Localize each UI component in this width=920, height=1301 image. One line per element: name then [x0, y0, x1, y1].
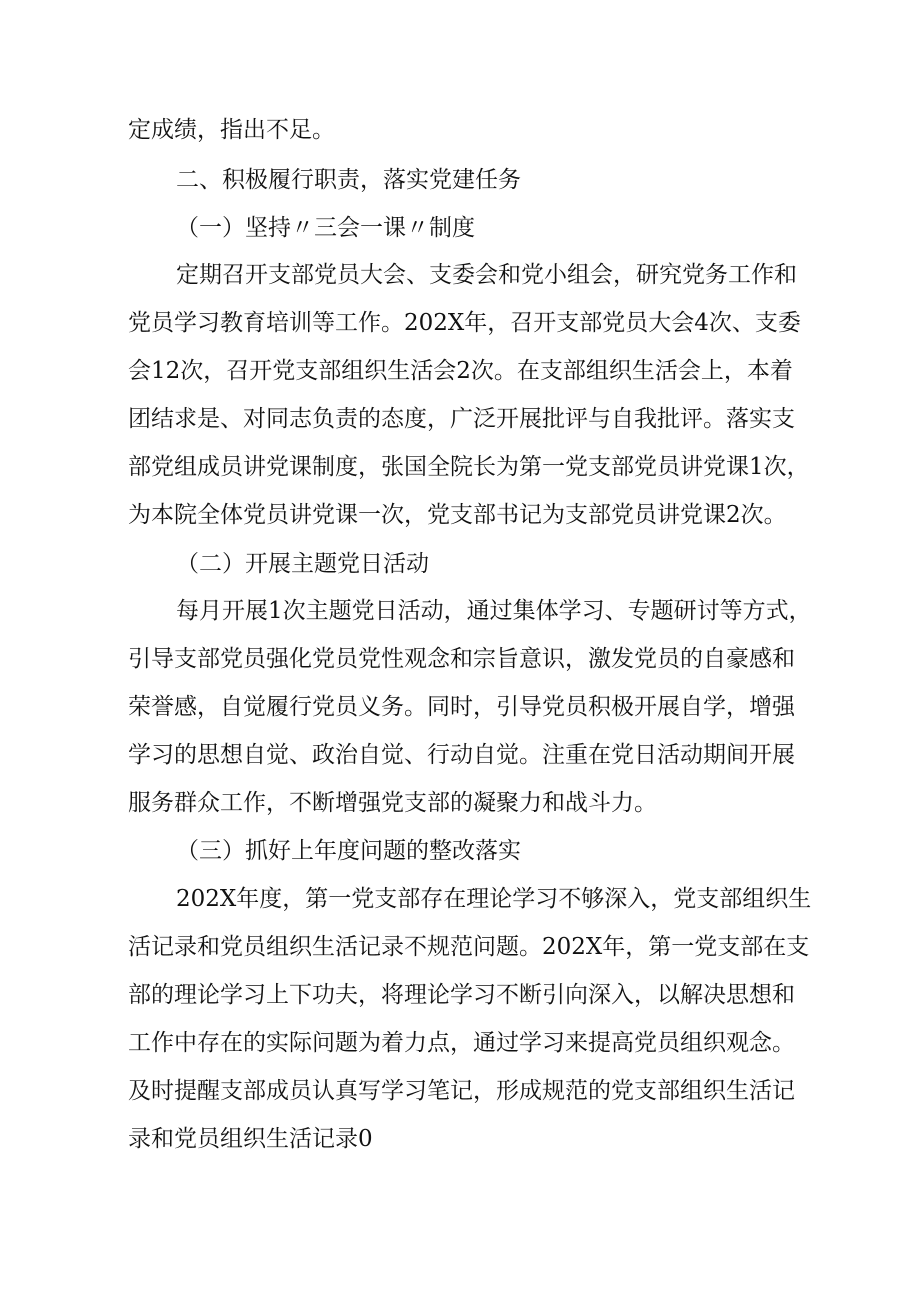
subsection-heading: （二）开展主题党日活动: [176, 551, 429, 577]
text-line: 会12次，召开党支部组织生活会2次。在支部组织生活会上，本着: [128, 358, 793, 384]
text-line: 定成绩，指出不足。: [128, 117, 335, 143]
text-line: 部党组成员讲党课制度，张国全院长为第一党支部党员讲党课1次，: [128, 454, 810, 480]
text-line: 党员学习教育培训等工作。202X年，召开支部党员大会4次、支委: [128, 310, 801, 336]
text-line: 及时提醒支部成员认真写学习笔记，形成规范的党支部组织生活记: [128, 1078, 795, 1104]
text-line: 录和党员组织生活记录0: [128, 1126, 373, 1152]
text-line: 活记录和党员组织生活记录不规范问题。202X年，第一党支部在支: [128, 934, 810, 960]
text-line: 为本院全体党员讲党课一次，党支部书记为支部党员讲党课2次。: [128, 502, 787, 528]
text-line: 工作中存在的实际问题为着力点，通过学习来提高党员组织观念。: [128, 1030, 795, 1056]
text-line: 202X年度，第一党支部存在理论学习不够深入，党支部组织生: [176, 886, 812, 912]
text-line: 服务群众工作，不断增强党支部的凝聚力和战斗力。: [128, 790, 657, 816]
subsection-heading: （一）坚持〃三会一课〃制度: [176, 215, 475, 241]
text-line: 每月开展1次主题党日活动，通过集体学习、专题研讨等方式，: [176, 598, 812, 624]
subsection-heading: （三）抓好上年度问题的整改落实: [176, 838, 521, 864]
section-heading: 二、积极履行职责，落实党建任务: [176, 167, 521, 193]
text-line: 荣誉感，自觉履行党员义务。同时，引导党员积极开展自学，增强: [128, 694, 795, 720]
text-line: 团结求是、对同志负责的态度，广泛开展批评与自我批评。落实支: [128, 406, 795, 432]
text-line: 部的理论学习上下功夫，将理论学习不断引向深入，以解决思想和: [128, 982, 795, 1008]
text-line: 学习的思想自觉、政治自觉、行动自觉。注重在党日活动期间开展: [128, 742, 795, 768]
text-line: 引导支部党员强化党员党性观念和宗旨意识，激发党员的自豪感和: [128, 646, 795, 672]
text-line: 定期召开支部党员大会、支委会和党小组会，研究党务工作和: [176, 262, 797, 288]
